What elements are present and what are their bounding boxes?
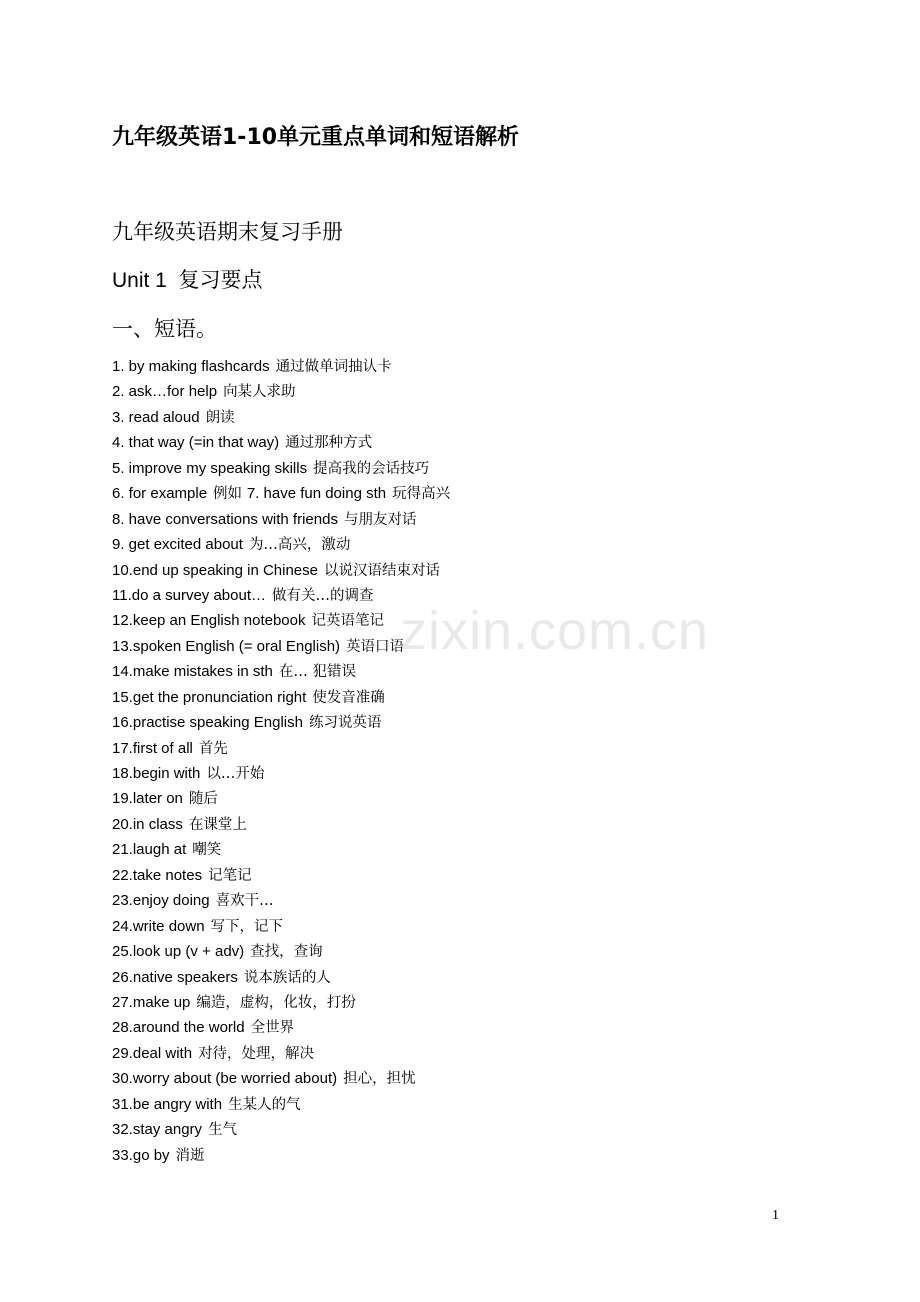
- phrase-item: [112, 837, 450, 862]
- document-title: 九年级英语1-10单元重点单词和短语解析: [112, 125, 520, 150]
- phrase-item: [112, 1041, 450, 1066]
- phrase-english: 28.around the world: [112, 1019, 245, 1037]
- phrase-item: [112, 965, 450, 990]
- phrase-item: [112, 888, 450, 913]
- phrase-chinese: 通过做单词抽认卡: [275, 359, 392, 375]
- phrase-chinese: 嘲笑: [192, 842, 222, 859]
- phrase-item: [112, 685, 450, 710]
- phrase-chinese: 与朋友对话: [343, 511, 417, 528]
- phrase-chinese: 编造，虚构，化妆，打扮: [196, 994, 356, 1011]
- phrase-english: 18.begin with: [112, 765, 201, 782]
- phrase-item: [112, 786, 450, 811]
- phrase-english: 3. read aloud: [112, 408, 200, 426]
- phrase-chinese: 查找，查询: [250, 944, 323, 961]
- phrase-item: [112, 481, 450, 506]
- phrase-item: [112, 1092, 450, 1117]
- phrase-chinese: 说本族话的人: [243, 969, 331, 986]
- phrase-chinese: 写下，记下: [210, 918, 284, 935]
- phrase-item: [112, 532, 450, 557]
- phrase-chinese: 提高我的会话技巧: [313, 460, 430, 477]
- phrase-english: 29.deal with: [112, 1044, 193, 1062]
- phrase-chinese: 练习说英语: [308, 715, 382, 732]
- phrase-item: [112, 430, 450, 455]
- phrase-list: [112, 354, 450, 1168]
- phrase-english: 6. for example: [112, 485, 208, 503]
- phrase-chinese: 以…开始: [206, 766, 265, 782]
- phrase-english: 11.do a survey about…: [112, 586, 266, 604]
- phrase-chinese: 通过那种方式: [285, 435, 373, 452]
- phrase-chinese: 在课堂上: [188, 816, 247, 833]
- phrase-chinese: 生气: [208, 1122, 238, 1139]
- phrase-english: 16.practise speaking English: [112, 714, 303, 732]
- phrase-chinese: 英语口语: [346, 638, 405, 655]
- phrase-english: 15.get the pronunciation right: [112, 688, 307, 706]
- phrase-item: [112, 710, 450, 735]
- phrase-item: [112, 379, 450, 404]
- phrase-item: [112, 507, 450, 532]
- phrase-item: [112, 990, 450, 1015]
- phrase-item: [112, 812, 450, 837]
- phrase-item: [112, 736, 450, 761]
- phrase-english: 9. get excited about: [112, 536, 243, 554]
- phrase-chinese: 记笔记: [208, 867, 252, 884]
- phrase-chinese: 担心，担忧: [343, 1071, 416, 1088]
- phrase-chinese: 朗读: [205, 409, 235, 426]
- phrase-chinese: 玩得高兴: [392, 486, 451, 503]
- phrase-chinese: 使发音准确: [312, 689, 385, 706]
- phrase-english: 32.stay angry: [112, 1121, 203, 1139]
- phrase-english: 2. ask…for help: [112, 383, 218, 401]
- phrase-chinese: 在… 犯错误: [278, 664, 357, 681]
- phrase-english: 24.write down: [112, 917, 205, 935]
- phrase-english: 25.look up (v + adv): [112, 943, 245, 961]
- page-number: 1: [772, 1208, 779, 1223]
- phrase-item: [112, 761, 450, 786]
- phrase-chinese: 全世界: [250, 1020, 295, 1037]
- phrase-item: [112, 405, 450, 430]
- phrase-english: 5. improve my speaking skills: [112, 459, 308, 477]
- phrase-english: 19.later on: [112, 790, 183, 808]
- phrase-english: 12.keep an English notebook: [112, 612, 306, 630]
- phrase-english: 20.in class: [112, 815, 183, 833]
- phrase-item: [112, 939, 450, 964]
- phrase-item: [112, 659, 450, 684]
- phrase-item: [112, 1015, 450, 1040]
- phrase-chinese: 向某人求助: [223, 384, 296, 401]
- phrase-chinese: 以说汉语结束对话: [324, 562, 440, 579]
- phrase-chinese: 对待，处理，解决: [198, 1045, 315, 1062]
- phrase-english: 17.first of all: [112, 739, 193, 757]
- phrase-english: 22.take notes: [112, 866, 203, 884]
- phrase-chinese: 随后: [188, 791, 218, 808]
- phrase-chinese: 例如: [213, 486, 243, 503]
- phrase-chinese: 为…高兴，激动: [248, 537, 351, 554]
- phrase-english: 8. have conversations with friends: [112, 510, 338, 528]
- phrase-english: 27.make up: [112, 993, 191, 1011]
- phrase-item: [112, 914, 450, 939]
- phrase-item: [112, 1117, 450, 1142]
- phrase-english: 7. have fun doing sth: [246, 485, 387, 503]
- phrase-item: [112, 1143, 450, 1168]
- unit-label: Unit 1: [112, 269, 167, 292]
- phrase-english: 26.native speakers: [112, 968, 238, 986]
- phrase-chinese: 消逝: [175, 1147, 205, 1164]
- phrase-english: 21.laugh at: [112, 841, 187, 859]
- document-subtitle: 九年级英语期末复习手册: [112, 220, 343, 244]
- phrase-item: [112, 558, 450, 583]
- phrase-chinese: 做有关…的调查: [271, 587, 374, 604]
- unit-heading: [112, 264, 263, 294]
- phrase-english: 10.end up speaking in Chinese: [112, 561, 318, 579]
- phrase-chinese: 记英语笔记: [311, 613, 384, 630]
- phrase-english: 23.enjoy doing: [112, 892, 210, 910]
- phrase-english: 13.spoken English (= oral English): [112, 637, 341, 655]
- phrase-english: 30.worry about (be worried about): [112, 1070, 338, 1088]
- phrase-english: 31.be angry with: [112, 1095, 223, 1113]
- watermark: zixin.com.cn: [400, 601, 710, 661]
- unit-heading-text: 复习要点: [178, 268, 263, 292]
- phrase-chinese: 生某人的气: [228, 1096, 301, 1113]
- section-heading: 一、短语。: [112, 317, 217, 341]
- phrase-item: [112, 863, 450, 888]
- phrase-item: [112, 456, 450, 481]
- phrase-item: [112, 1066, 450, 1091]
- phrase-english: 33.go by: [112, 1146, 170, 1164]
- phrase-english: 4. that way (=in that way): [112, 434, 280, 452]
- phrase-english: 14.make mistakes in sth: [112, 663, 273, 681]
- phrase-chinese: 首先: [198, 740, 228, 757]
- phrase-english: 1. by making flashcards: [112, 358, 270, 375]
- phrase-chinese: 喜欢干…: [215, 893, 274, 910]
- phrase-item: [112, 354, 450, 379]
